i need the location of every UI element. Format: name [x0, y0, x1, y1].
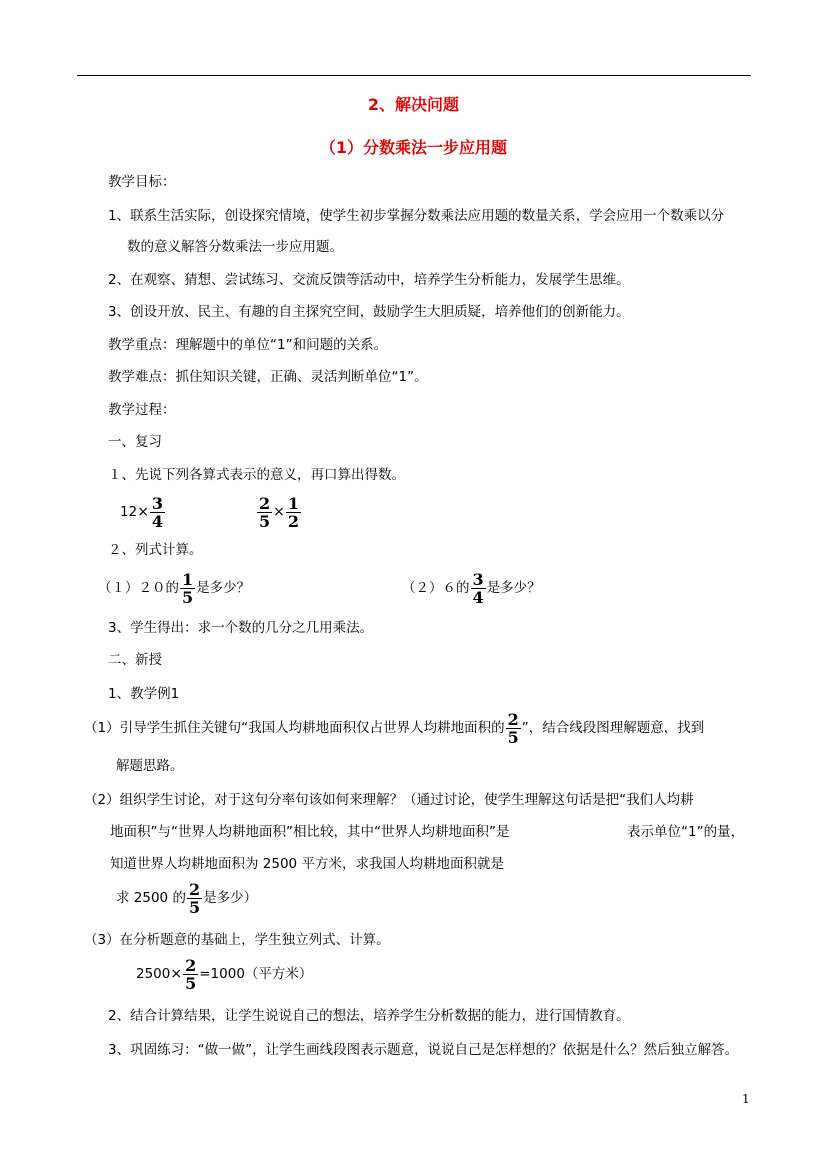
section-new: 二、新授 — [108, 652, 162, 668]
objective-3: 3、创设开放、民主、有趣的自主探究空间，鼓励学生大胆质疑，培养他们的创新能力。 — [108, 304, 630, 320]
fraction-1-2: $\frac{1}{2}$ — [287, 493, 300, 531]
step-2-line-2a: 地面积”与“世界人均耕地面积”相比较，其中“世界人均耕地面积”是 — [110, 824, 510, 840]
times-sign: × — [273, 504, 285, 520]
question-2 — [402, 570, 541, 606]
header-rule — [77, 75, 751, 76]
question-1 — [98, 570, 250, 606]
fraction-2-5: $\frac{2}{5}$ — [259, 493, 271, 531]
page-number: 1 — [742, 1092, 750, 1106]
step2d-suffix: 是多少） — [203, 890, 258, 906]
expression-2 — [256, 494, 302, 530]
fraction-2-5: $\frac{2}{5}$ — [185, 955, 197, 993]
times-sign: × — [137, 504, 149, 520]
example-1-heading: 1、教学例1 — [108, 686, 180, 702]
fraction-3-4: $\frac{3}{4}$ — [472, 569, 484, 607]
key-point: 教学重点：理解题中的单位“1”和问题的关系。 — [108, 337, 388, 353]
page-title: 2、解决问题 — [367, 95, 460, 114]
objective-1-line-2: 数的意义解答分数乘法一步应用题。 — [127, 239, 343, 255]
step1-prefix: （1）引导学生抓住关键句“我国人均耕地面积仅占世界人均耕地面积的 — [84, 720, 505, 736]
q1-suffix: 是多少？ — [196, 580, 251, 596]
times-sign: × — [170, 966, 183, 982]
fraction-2-5: $\frac{2}{5}$ — [507, 709, 519, 747]
expression-1 — [120, 494, 166, 530]
step-1-line-1 — [84, 710, 704, 746]
step-3: （3）在分析题意的基础上，学生独立列式、计算。 — [84, 932, 390, 948]
item-3: 3、巩固练习：“做一做”，让学生画线段图表示题意，说说自己是怎样想的？依据是什么？然后独立解答。 — [108, 1042, 739, 1058]
calc-whole: 2500 — [136, 966, 171, 982]
item-2: 2、结合计算结果，让学生说说自己的想法，培养学生分析数据的能力，进行国情教育。 — [108, 1008, 630, 1024]
review-item-3: 3、学生得出：求一个数的几分之几用乘法。 — [108, 620, 374, 636]
step1-suffix: ”，结合线段图理解题意，找到 — [521, 720, 705, 736]
step-1-line-2: 解题思路。 — [116, 758, 184, 774]
objectives-heading: 教学目标： — [108, 174, 176, 190]
step-2-line-1: （2）组织学生讨论，对于这句分率句该如何来理解？（通过讨论，使学生理解这句话是把“我们人均耕 — [84, 792, 694, 808]
section-review: 一、复习 — [108, 434, 162, 450]
review-item-1: １、先说下列各算式表示的意义，再口算出得数。 — [108, 467, 405, 483]
calc-result: =1000（平方米） — [199, 966, 313, 982]
q1-prefix: （１）２０的 — [98, 580, 179, 596]
objective-2: 2、在观察、猜想、尝试练习、交流反馈等活动中，培养学生分析能力，发展学生思维。 — [108, 272, 630, 288]
review-item-2: ２、列式计算。 — [108, 542, 203, 558]
difficulty: 教学难点：抓住知识关键，正确、灵活判断单位“1”。 — [108, 369, 428, 385]
q2-suffix: 是多少？ — [486, 580, 541, 596]
objective-1-line-1: 1、联系生活实际，创设探究情境，使学生初步掌握分数乘法应用题的数量关系，学会应用一个数乘以分 — [108, 208, 725, 224]
fraction-3-4: $\frac{3}{4}$ — [151, 493, 164, 531]
step-2-line-3: 知道世界人均耕地面积为 2500 平方米，求我国人均耕地面积就是 — [110, 856, 504, 872]
fraction-1-5: $\frac{1}{5}$ — [182, 569, 194, 607]
fraction-2-5: $\frac{2}{5}$ — [188, 879, 201, 917]
expr1-whole: 12 — [120, 504, 138, 520]
process-heading: 教学过程： — [108, 402, 176, 418]
step-2-line-4 — [116, 880, 257, 916]
calculation — [136, 956, 312, 992]
page-subtitle: （1）分数乘法一步应用题 — [319, 138, 508, 157]
q2-prefix: （２）６的 — [402, 580, 470, 596]
step-2-line-2b: 表示单位“1”的量， — [627, 824, 745, 840]
step2d-prefix: 求 2500 的 — [116, 890, 186, 906]
